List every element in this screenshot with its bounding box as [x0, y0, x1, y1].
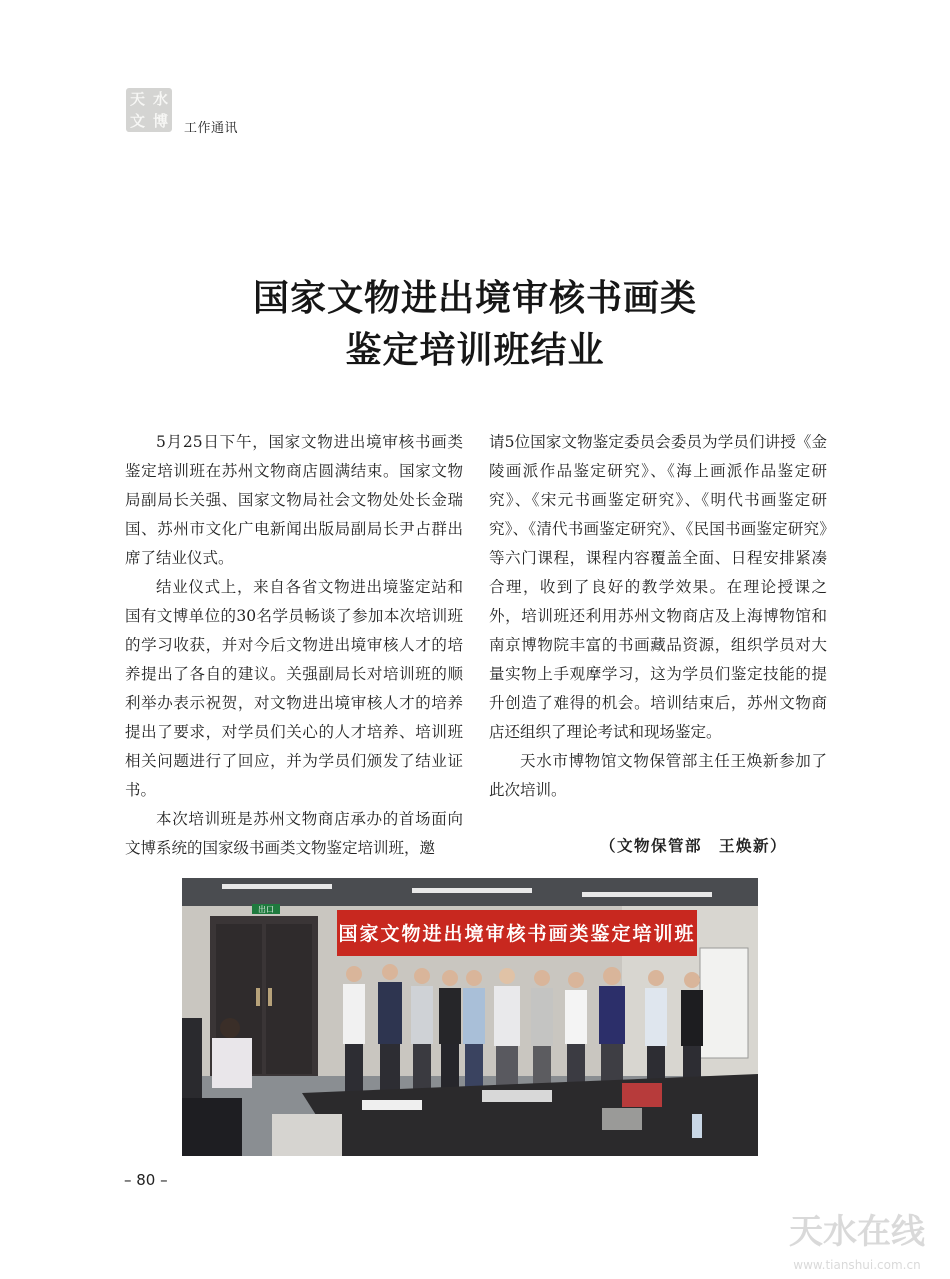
article-byline: （文物保管部 王焕新）	[600, 836, 788, 855]
magazine-logo: 天 水 文 博	[126, 88, 172, 132]
section-name: 工作通讯	[184, 121, 239, 136]
paragraph: 天水市博物馆文物保管部主任王焕新参加了此次培训。	[489, 752, 827, 799]
article-title-line-2: 鉴定培训班结业	[345, 329, 605, 371]
paragraph: 5月25日下午，国家文物进出境审核书画类鉴定培训班在苏州文物商店圆满结束。国家文物局副局长关强、国家文物局社会文物处处长金瑞国、苏州市文化广电新闻出版局副局长尹占群出席了结业仪式。	[125, 433, 463, 567]
article-body-left-column	[125, 428, 463, 863]
paragraph: 结业仪式上，来自各省文物进出境鉴定站和国有文博单位的30名学员畅谈了参加本次培训班的学习收获，并对今后文物进出境审核人才的培养提出了各自的建议。关强副局长对培训班的顺利举办表示祝贺，对文物进出境审核人才的培养提出了要求，对学员们关心的人才培养、培训班相关问题进行了回应，并为学员们颁发了结业证书。	[125, 578, 463, 799]
watermark-text: 天水在线	[789, 1212, 925, 1252]
article-body-right-column	[489, 428, 827, 805]
watermark-url: www.tianshui.com.cn	[793, 1258, 921, 1272]
article-title-line-1: 国家文物进出境审核书画类	[252, 277, 697, 319]
paragraph: 本次培训班是苏州文物商店承办的首场面向文博系统的国家级书画类文物鉴定培训班，邀	[125, 810, 463, 857]
page-number: – 80 –	[124, 1171, 168, 1189]
exit-sign: 出口	[258, 905, 274, 914]
group-photo	[182, 878, 758, 1156]
site-watermark	[770, 1205, 945, 1275]
paragraph: 请5位国家文物鉴定委员会委员为学员们讲授《金陵画派作品鉴定研究》、《海上画派作品鉴定研究》、《宋元书画鉴定研究》、《明代书画鉴定研究》、《清代书画鉴定研究》、《民国书画鉴定研究》等六门课程，课程内容覆盖全面、日程安排紧凑合理，收到了良好的教学效果。在理论授课之外，培训班还利用苏州文物商店及上海博物馆和南京博物院丰富的书画藏品资源，组织学员对大量实物上手观摩学习，这为学员们鉴定技能的提升创造了难得的机会。培训结束后，苏州文物商店还组织了理论考试和现场鉴定。	[489, 433, 827, 741]
banner-text: 国家文物进出境审核书画类鉴定培训班	[338, 923, 696, 945]
